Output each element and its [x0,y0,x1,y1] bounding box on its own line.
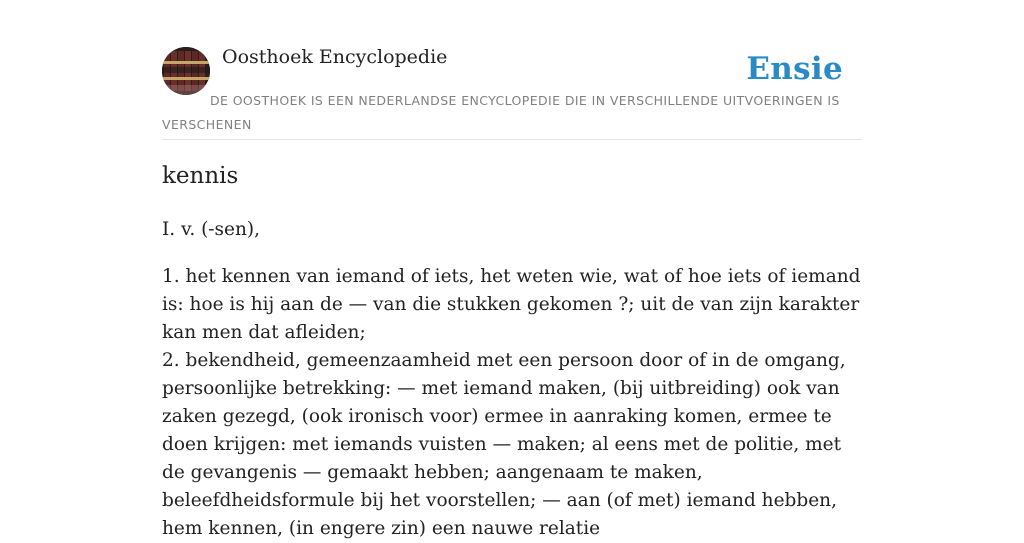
encyclopedia-books-avatar[interactable] [162,47,210,95]
site-title[interactable]: Oosthoek Encyclopedie [222,46,448,68]
site-tagline: DE OOSTHOEK IS EEN NEDERLANDSE ENCYCLOPEDIE DIE IN VERSCHILLENDE UITVOERINGEN IS VERSCHENEN [162,93,840,132]
definition-item: 2. bekendheid, gemeenzaamheid met een persoon door of in de omgang, persoonlijke betrekking: — met iemand maken, (bij uitbreiding) ook van zaken gezegd, (ook ironisch voor) ermee in aanraking komen, ermee te doen krijgen: met iemands vuisten — maken; al eens met de politie, met de gevangenis — gemaakt hebben; aangenaam te maken, beleefdheidsformule bij het voorstellen; — aan (of met) iemand hebben, hem kennen, (in engere zin) een nauwe relatie [162,350,846,539]
books-image [162,47,210,95]
entry-intro: I. v. (-sen), [162,219,261,240]
entry-definitions [162,263,862,543]
entry-term: kennis [162,163,239,189]
header-divider [162,139,862,140]
definition-item: 1. het kennen van iemand of iets, het weten wie, wat of hoe iets of iemand is: hoe is hij aan de — van die stukken gekomen ?; uit de van zijn karakter kan men dat afleiden; [162,266,861,343]
brand-logo[interactable]: Ensie [746,51,843,87]
